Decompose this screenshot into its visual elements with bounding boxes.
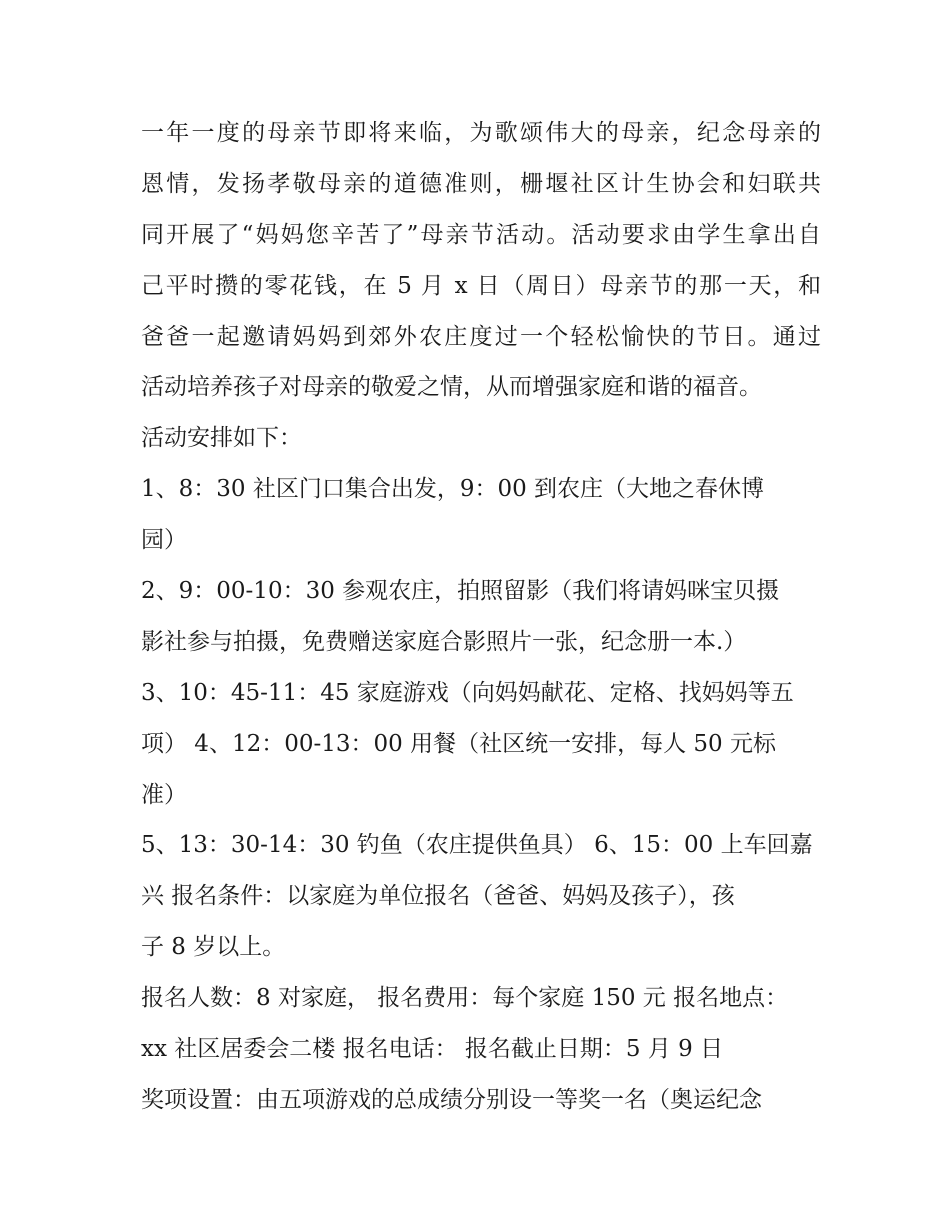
paragraph-line: 一年一度的母亲节即将来临，为歌颂伟大的母亲，纪念母亲的 — [141, 120, 821, 146]
schedule-item: 准） — [141, 781, 187, 808]
schedule-item: 项） 4、12：00-13：00 用餐（社区统一安排，每人 50 元标 — [141, 730, 776, 757]
document-body — [141, 108, 821, 1126]
schedule-item: 园） — [141, 527, 187, 554]
paragraph-line: 同开展了“妈妈您辛苦了”母亲节活动。活动要求由学生拿出自 — [141, 221, 821, 248]
schedule-item: 2、9：00-10：30 参观农庄，拍照留影（我们将请妈咪宝贝摄 — [141, 578, 780, 605]
paragraph-line: 己平时攒的零花钱，在 5 月 x 日（周日）母亲节的那一天，和 — [141, 272, 821, 299]
schedule-item: 5、13：30-14：30 钓鱼（农庄提供鱼具） 6、15：00 上车回嘉 — [141, 832, 813, 859]
schedule-item: 1、8：30 社区门口集合出发，9：00 到农庄（大地之春休博 — [141, 476, 765, 503]
schedule-item: 3、10：45-11：45 家庭游戏（向妈妈献花、定格、找妈妈等五 — [141, 679, 794, 706]
awards-info: 奖项设置：由五项游戏的总成绩分别设一等奖一名（奥运纪念 — [141, 1086, 762, 1113]
registration-info: 子 8 岁以上。 — [141, 934, 286, 961]
paragraph-line: 恩情，发扬孝敬母亲的道德准则，栅堰社区计生协会和妇联共 — [141, 170, 821, 197]
schedule-item: 影社参与拍摄，免费赠送家庭合影照片一张，纪念册一本.） — [141, 628, 747, 655]
paragraph-line: 爸爸一起邀请妈妈到郊外农庄度过一个轻松愉快的节日。通过 — [141, 323, 821, 350]
registration-info: 兴 报名条件：以家庭为单位报名（爸爸、妈妈及孩子），孩 — [141, 883, 735, 910]
registration-info: xx 社区居委会二楼 报名电话： 报名截止日期：5 月 9 日 — [141, 1036, 724, 1063]
section-heading: 活动安排如下： — [141, 425, 302, 452]
paragraph-line: 活动培养孩子对母亲的敬爱之情，从而增强家庭和谐的福音。 — [141, 374, 762, 401]
registration-info: 报名人数：8 对家庭， 报名费用：每个家庭 150 元 报名地点： — [141, 985, 789, 1012]
